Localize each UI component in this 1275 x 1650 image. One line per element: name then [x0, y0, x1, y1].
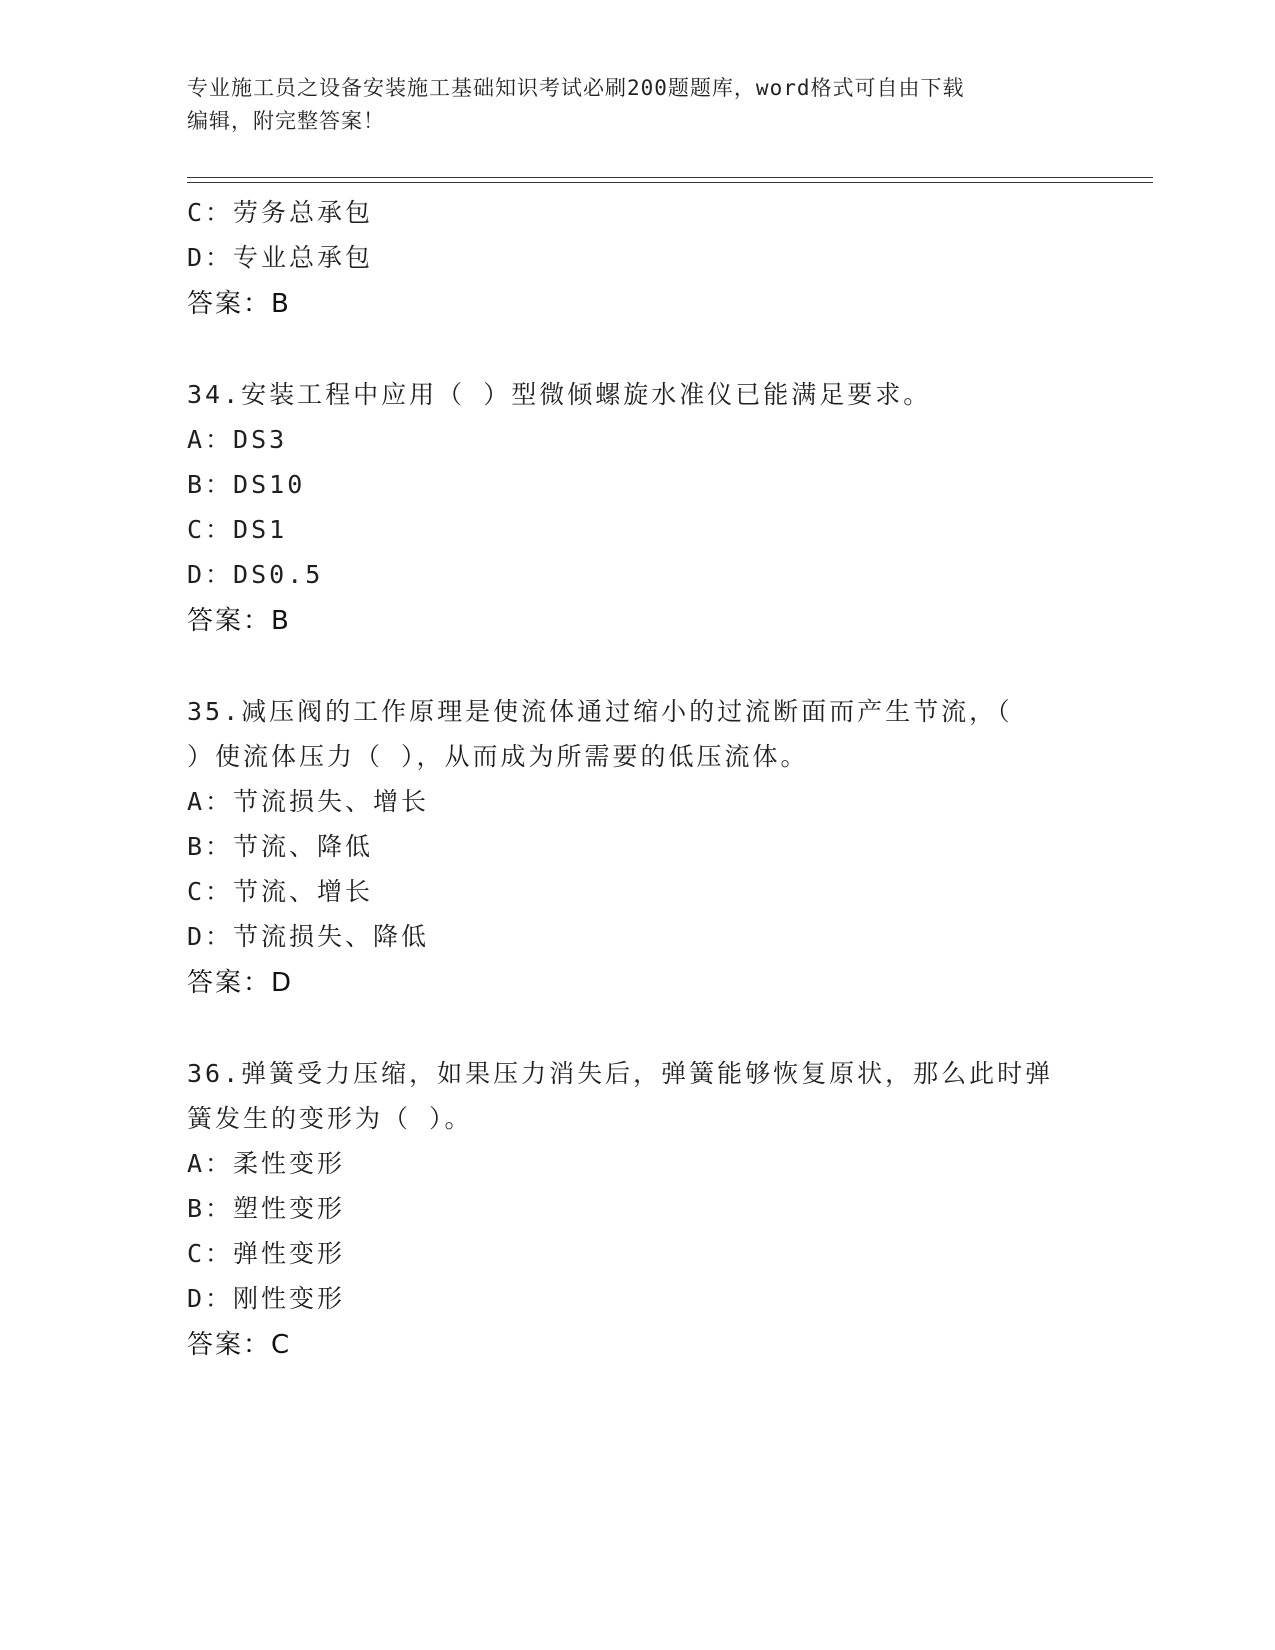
q34-question: 34.安装工程中应用（ ）型微倾螺旋水准仪已能满足要求。 [187, 380, 932, 409]
q34-option-d: D：DS0.5 [187, 560, 324, 589]
header-divider-bottom [187, 182, 1153, 183]
prev-option-c: C：劳务总承包 [187, 198, 374, 227]
q34-option-b: B：DS10 [187, 470, 306, 499]
q34-option-c: C：DS1 [187, 515, 288, 544]
q36-option-b: B：塑性变形 [187, 1194, 346, 1223]
q36-option-c: C：弹性变形 [187, 1239, 346, 1268]
document-header [187, 72, 1067, 138]
prev-answer: 答案：B [187, 289, 291, 319]
q36-option-d: D：刚性变形 [187, 1284, 346, 1313]
q35-option-a: A：节流损失、增长 [187, 787, 430, 816]
header-divider-top [187, 177, 1153, 178]
q36-option-a: A：柔性变形 [187, 1149, 346, 1178]
prev-option-d: D：专业总承包 [187, 243, 374, 272]
q35-option-d: D：节流损失、降低 [187, 922, 430, 951]
q35-option-b: B：节流、降低 [187, 832, 374, 861]
q34-answer: 答案：B [187, 606, 291, 636]
q35-option-c: C：节流、增长 [187, 877, 374, 906]
header-title-line-2: 编辑，附完整答案！ [187, 109, 385, 133]
q36-question-line-1: 36.弹簧受力压缩，如果压力消失后，弹簧能够恢复原状，那么此时弹 [187, 1059, 1054, 1088]
header-title-line-1: 专业施工员之设备安装施工基础知识考试必刷200题题库，word格式可自由下载 [187, 76, 965, 100]
q34-option-a: A：DS3 [187, 425, 288, 454]
q36-question-line-2: 簧发生的变形为（ ）。 [187, 1104, 473, 1133]
q35-question-line-2: ）使流体压力（ ），从而成为所需要的低压流体。 [187, 742, 809, 771]
q35-answer: 答案：D [187, 968, 294, 998]
q35-question-line-1: 35.减压阀的工作原理是使流体通过缩小的过流断面而产生节流，（ [187, 697, 1013, 726]
q36-answer: 答案：C [187, 1330, 292, 1360]
